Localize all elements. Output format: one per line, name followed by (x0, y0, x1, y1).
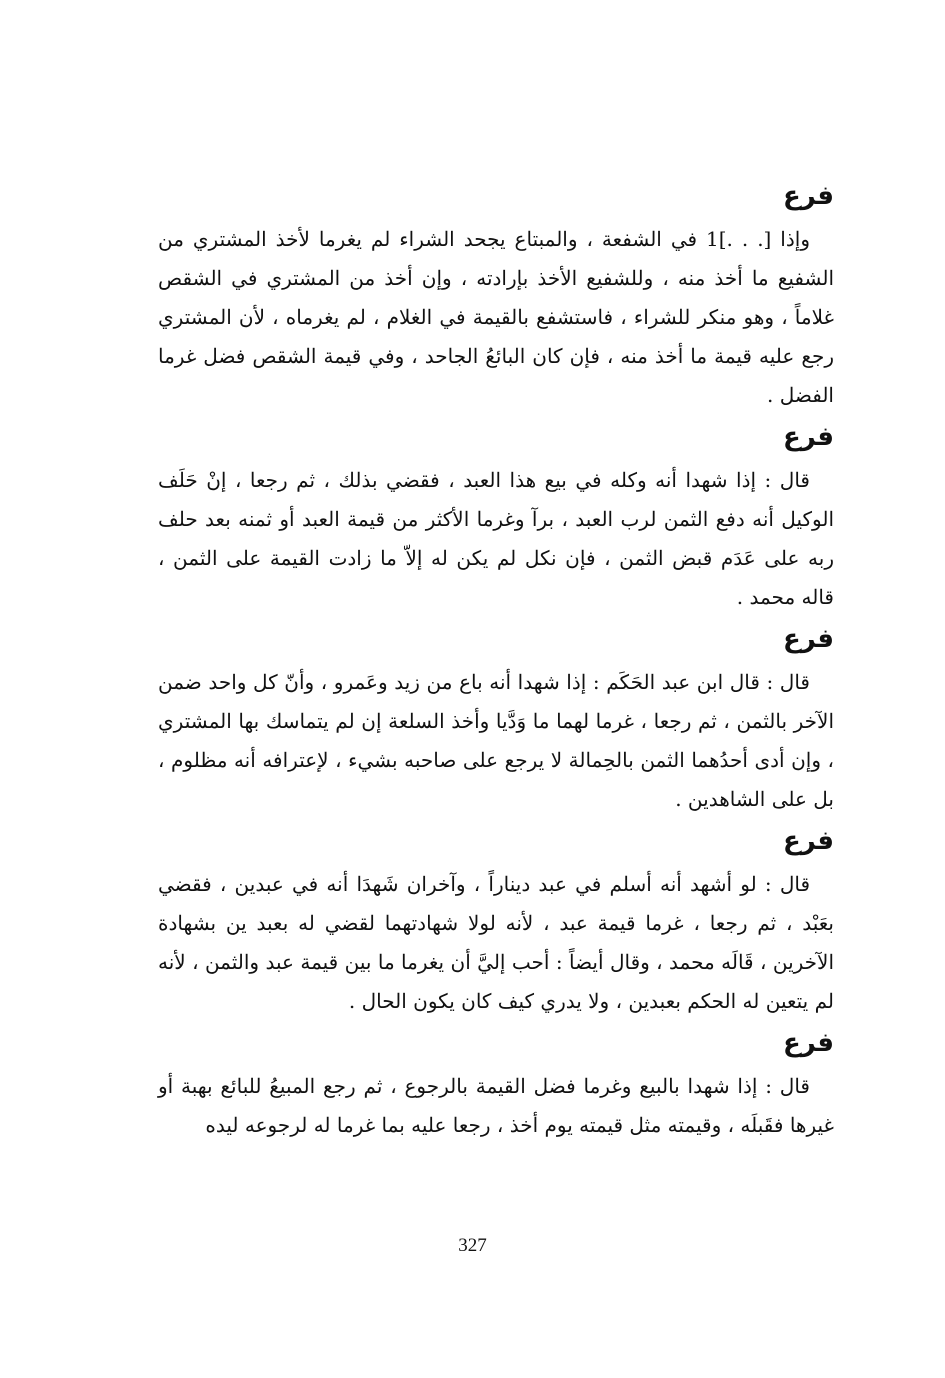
page-number: 327 (458, 1235, 487, 1256)
section-4 (158, 823, 834, 1021)
section-heading: فرع (783, 1028, 834, 1058)
section-heading: فرع (783, 181, 834, 211)
section-paragraph: قال : قال ابن عبد الحَكَم : إذا شهدا أنه باع من زيد وعَمرو ، وأنّ كل واحد ضمن الآخر بالثمن ، ثم رجعا ، غرما لهما ما وَدَّيا وأخذ السلعة إن لم يتماسك بها المشتري ، وإن أدى أحدُهما الثمن بالحِمالة لا يرجع على صاحبه بشيء ، لإعترافه أنه مظلوم ، بل على الشاهدين . (158, 670, 834, 811)
section-1 (158, 178, 834, 415)
page-body (158, 178, 834, 1149)
section-5 (158, 1025, 834, 1145)
section-paragraph: قال : إذا شهدا أنه وكله في بيع هذا العبد ، فقضي بذلك ، ثم رجعا ، إنْ حَلَف الوكيل أنه دفع الثمن لرب العبد ، برآ وغرما الأكثر من قيمة العبد أو ثمنه بعد حلف ربه على عَدَم قبض الثمن ، فإن نكل لم يكن له إلاّ ما زادت القيمة على الثمن ، قاله محمد . (158, 468, 834, 609)
section-heading: فرع (783, 826, 834, 856)
section-heading: فرع (783, 624, 834, 654)
section-3 (158, 621, 834, 819)
section-heading: فرع (783, 422, 834, 452)
section-paragraph: وإذا [. . .]1 في الشفعة ، والمبتاع يجحد الشراء لم يغرما لأخذ المشتري من الشفيع ما أخذ منه ، وللشفيع الأخذ بإرادته ، وإن أخذ من المشتري في الشقص غلاماً ، وهو منكر للشراء ، فاستشفع بالقيمة في الغلام ، لم يغرماه ، لأن المشتري رجع عليه قيمة ما أخذ منه ، فإن كان البائعُ الجاحد ، وفي قيمة الشقص فضل غرما الفضل . (158, 227, 834, 407)
section-paragraph: قال : إذا شهدا بالبيع وغرما فضل القيمة بالرجوع ، ثم رجع المبيعُ للبائع بهبة أو غيرها فقَبلَه ، وقيمته مثل قيمته يوم أخذ ، رجعا عليه بما غرما له لرجوعه ليده (158, 1074, 834, 1137)
section-2 (158, 419, 834, 617)
section-paragraph: قال : لو أشهد أنه أسلم في عبد ديناراً ، وآخران شَهدَا أنه في عبدين ، فقضي بعَبْد ، ثم رجعا ، غرما قيمة عبد ، لأنه لولا شهادتهما لقضي له بعبد ين بشهادة الآخرين ، قَالَه محمد ، وقال أيضاً : أحب إليَّ أن يغرما ما بين قيمة عبد والثمن ، لأنه لم يتعين له الحكم بعبدين ، ولا يدري كيف كان يكون الحال . (158, 872, 835, 1013)
